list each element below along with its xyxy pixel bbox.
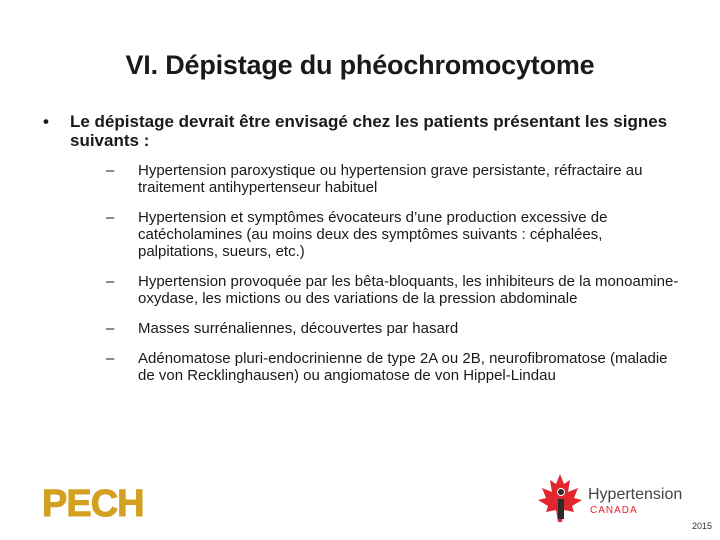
canada-wordmark: CANADA [590,505,638,516]
dash-marker: – [106,320,115,337]
hypertension-canada-logo [532,470,702,530]
bullet-marker: • [43,112,49,131]
maple-leaf-icon [532,470,588,530]
sub-bullet-text: Masses surrénaliennes, découvertes par hasard [138,320,459,337]
dash-marker: – [106,162,115,179]
dash-marker: – [106,209,115,226]
sub-bullet [106,350,686,384]
sub-bullet [106,162,686,196]
dash-marker: – [106,350,115,367]
year-label: 2015 [691,521,712,531]
slide-content [36,112,686,397]
main-bullet [36,112,686,150]
main-bullet-text: Le dépistage devrait être envisagé chez les patients présentant les signes suivants : [70,112,668,150]
pech-logo: PECH [42,483,144,525]
sub-bullet-text: Hypertension et symptômes évocateurs d’une production excessive de catécholamines (au moins deux des symptômes suivants : céphalées, palpitations, sueurs, etc.) [138,209,608,260]
sub-bullet-text: Hypertension provoquée par les bêta-bloquants, les inhibiteurs de la monoamine-oxydase, les mictions ou des variations de la pression abdominale [138,273,679,307]
sub-bullet [106,209,686,260]
sub-bullet [106,273,686,307]
sub-bullet [106,320,686,337]
hypertension-wordmark: Hypertension [588,486,683,503]
slide-title: VI. Dépistage du phéochromocytome [125,50,595,80]
sub-bullet-text: Adénomatose pluri-endocrinienne de type 2A ou 2B, neurofibromatose (maladie de von Recklinghausen) ou angiomatose de von Hippel-Lindau [138,350,668,384]
dash-marker: – [106,273,115,290]
sub-bullet-list [106,162,686,384]
sub-bullet-text: Hypertension paroxystique ou hypertension grave persistante, réfractaire au traitement antihypertenseur habituel [138,162,643,196]
